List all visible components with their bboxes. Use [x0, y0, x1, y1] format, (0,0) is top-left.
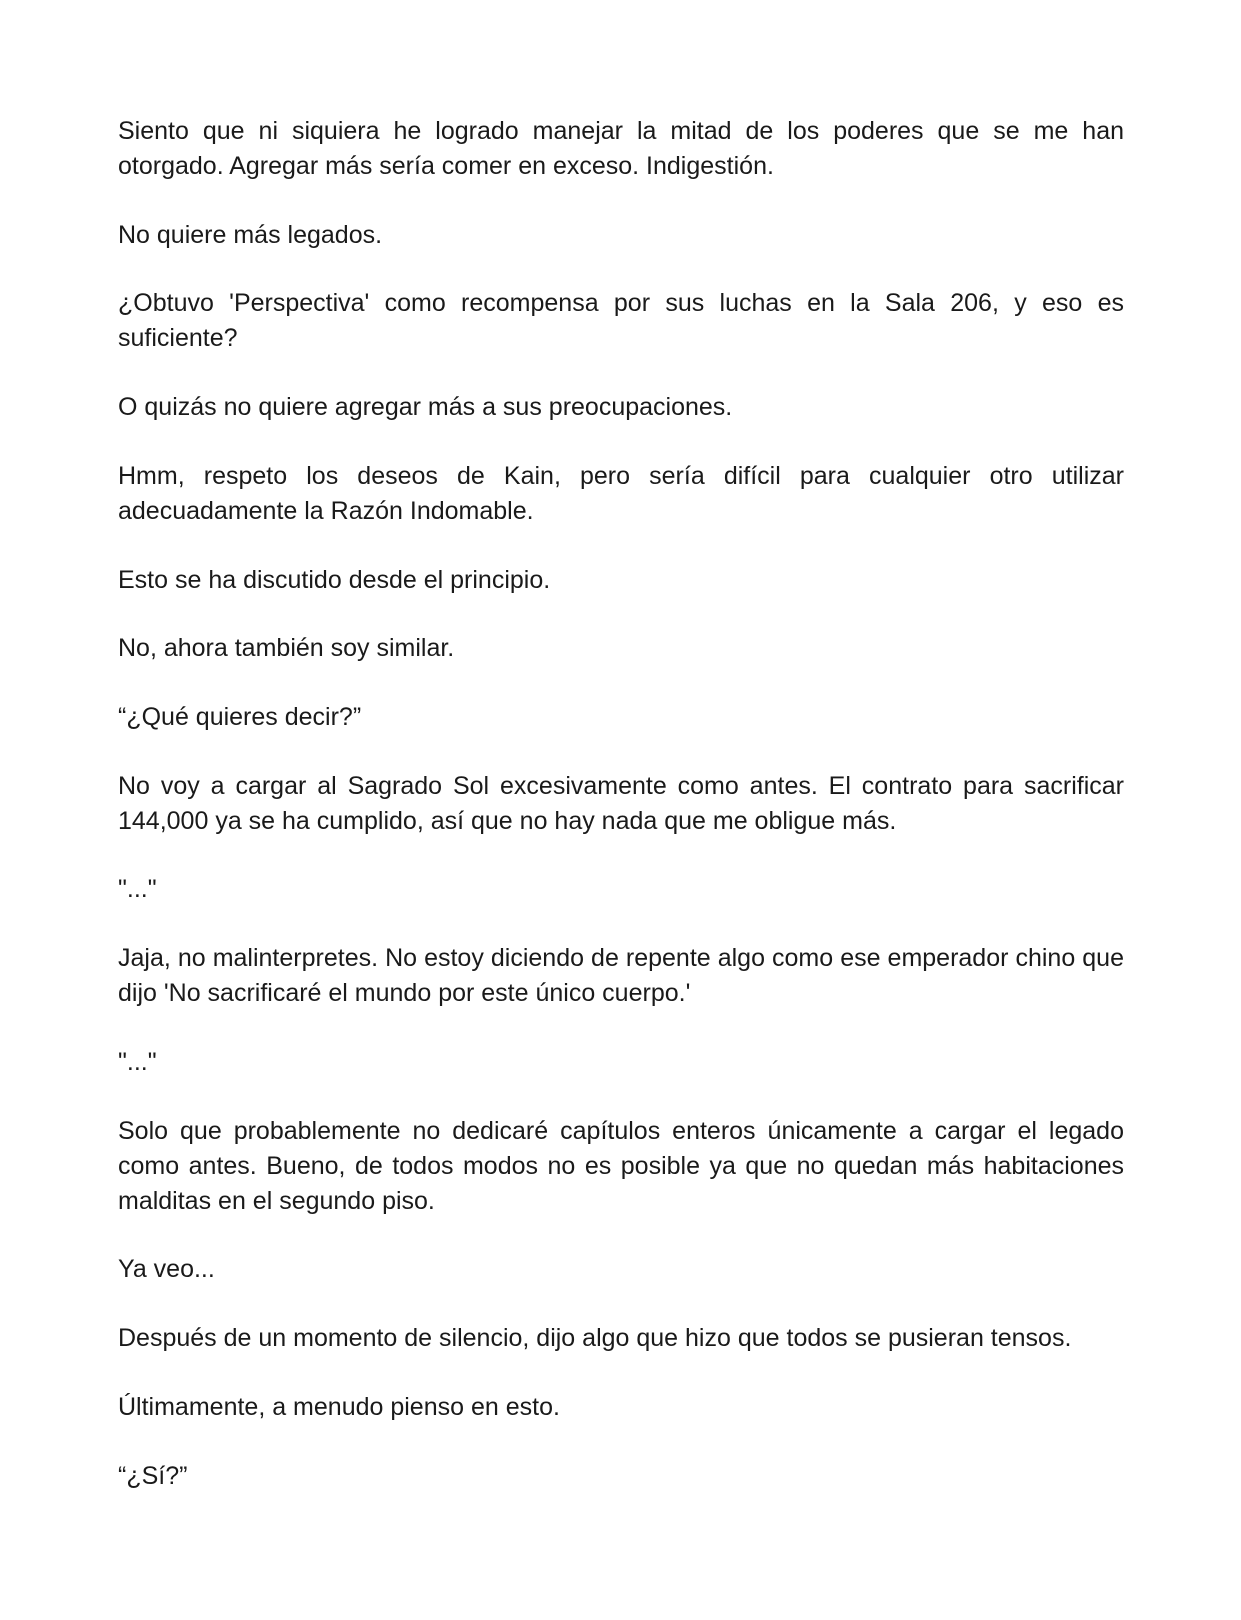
paragraph-3: ¿Obtuvo 'Perspectiva' como recompensa por sus luchas en la Sala 206, y eso es suficiente? — [118, 289, 1124, 352]
paragraph-1: Siento que ni siquiera he logrado manejar la mitad de los poderes que se me han otorgado. Agregar más sería comer en exceso. Indigestión. — [118, 117, 1124, 180]
paragraph-9: No voy a cargar al Sagrado Sol excesivamente como antes. El contrato para sacrificar 144,000 ya se ha cumplido, así que no hay nada que me obligue más. — [118, 772, 1124, 835]
paragraph-10: "..." — [118, 875, 157, 903]
paragraph-8: “¿Qué quieres decir?” — [118, 703, 362, 731]
paragraph-5: Hmm, respeto los deseos de Kain, pero sería difícil para cualquier otro utilizar adecuadamente la Razón Indomable. — [118, 462, 1124, 525]
paragraph-4: O quizás no quiere agregar más a sus preocupaciones. — [118, 393, 733, 421]
paragraph-16: Últimamente, a menudo pienso en esto. — [118, 1393, 560, 1421]
paragraph-12: "..." — [118, 1048, 157, 1076]
paragraph-14: Ya veo... — [118, 1255, 215, 1283]
paragraph-17: “¿Sí?” — [118, 1462, 188, 1490]
paragraph-6: Esto se ha discutido desde el principio. — [118, 566, 551, 594]
paragraph-11: Jaja, no malinterpretes. No estoy diciendo de repente algo como ese emperador chino que dijo 'No sacrificaré el mundo por este único cuerpo.' — [118, 944, 1124, 1007]
paragraph-13: Solo que probablemente no dedicaré capítulos enteros únicamente a cargar el legado como antes. Bueno, de todos modos no es posible ya que no quedan más habitaciones malditas en el segundo piso. — [118, 1117, 1124, 1215]
paragraph-7: No, ahora también soy similar. — [118, 634, 455, 662]
paragraph-2: No quiere más legados. — [118, 221, 383, 249]
paragraph-15: Después de un momento de silencio, dijo algo que hizo que todos se pusieran tensos. — [118, 1324, 1072, 1352]
